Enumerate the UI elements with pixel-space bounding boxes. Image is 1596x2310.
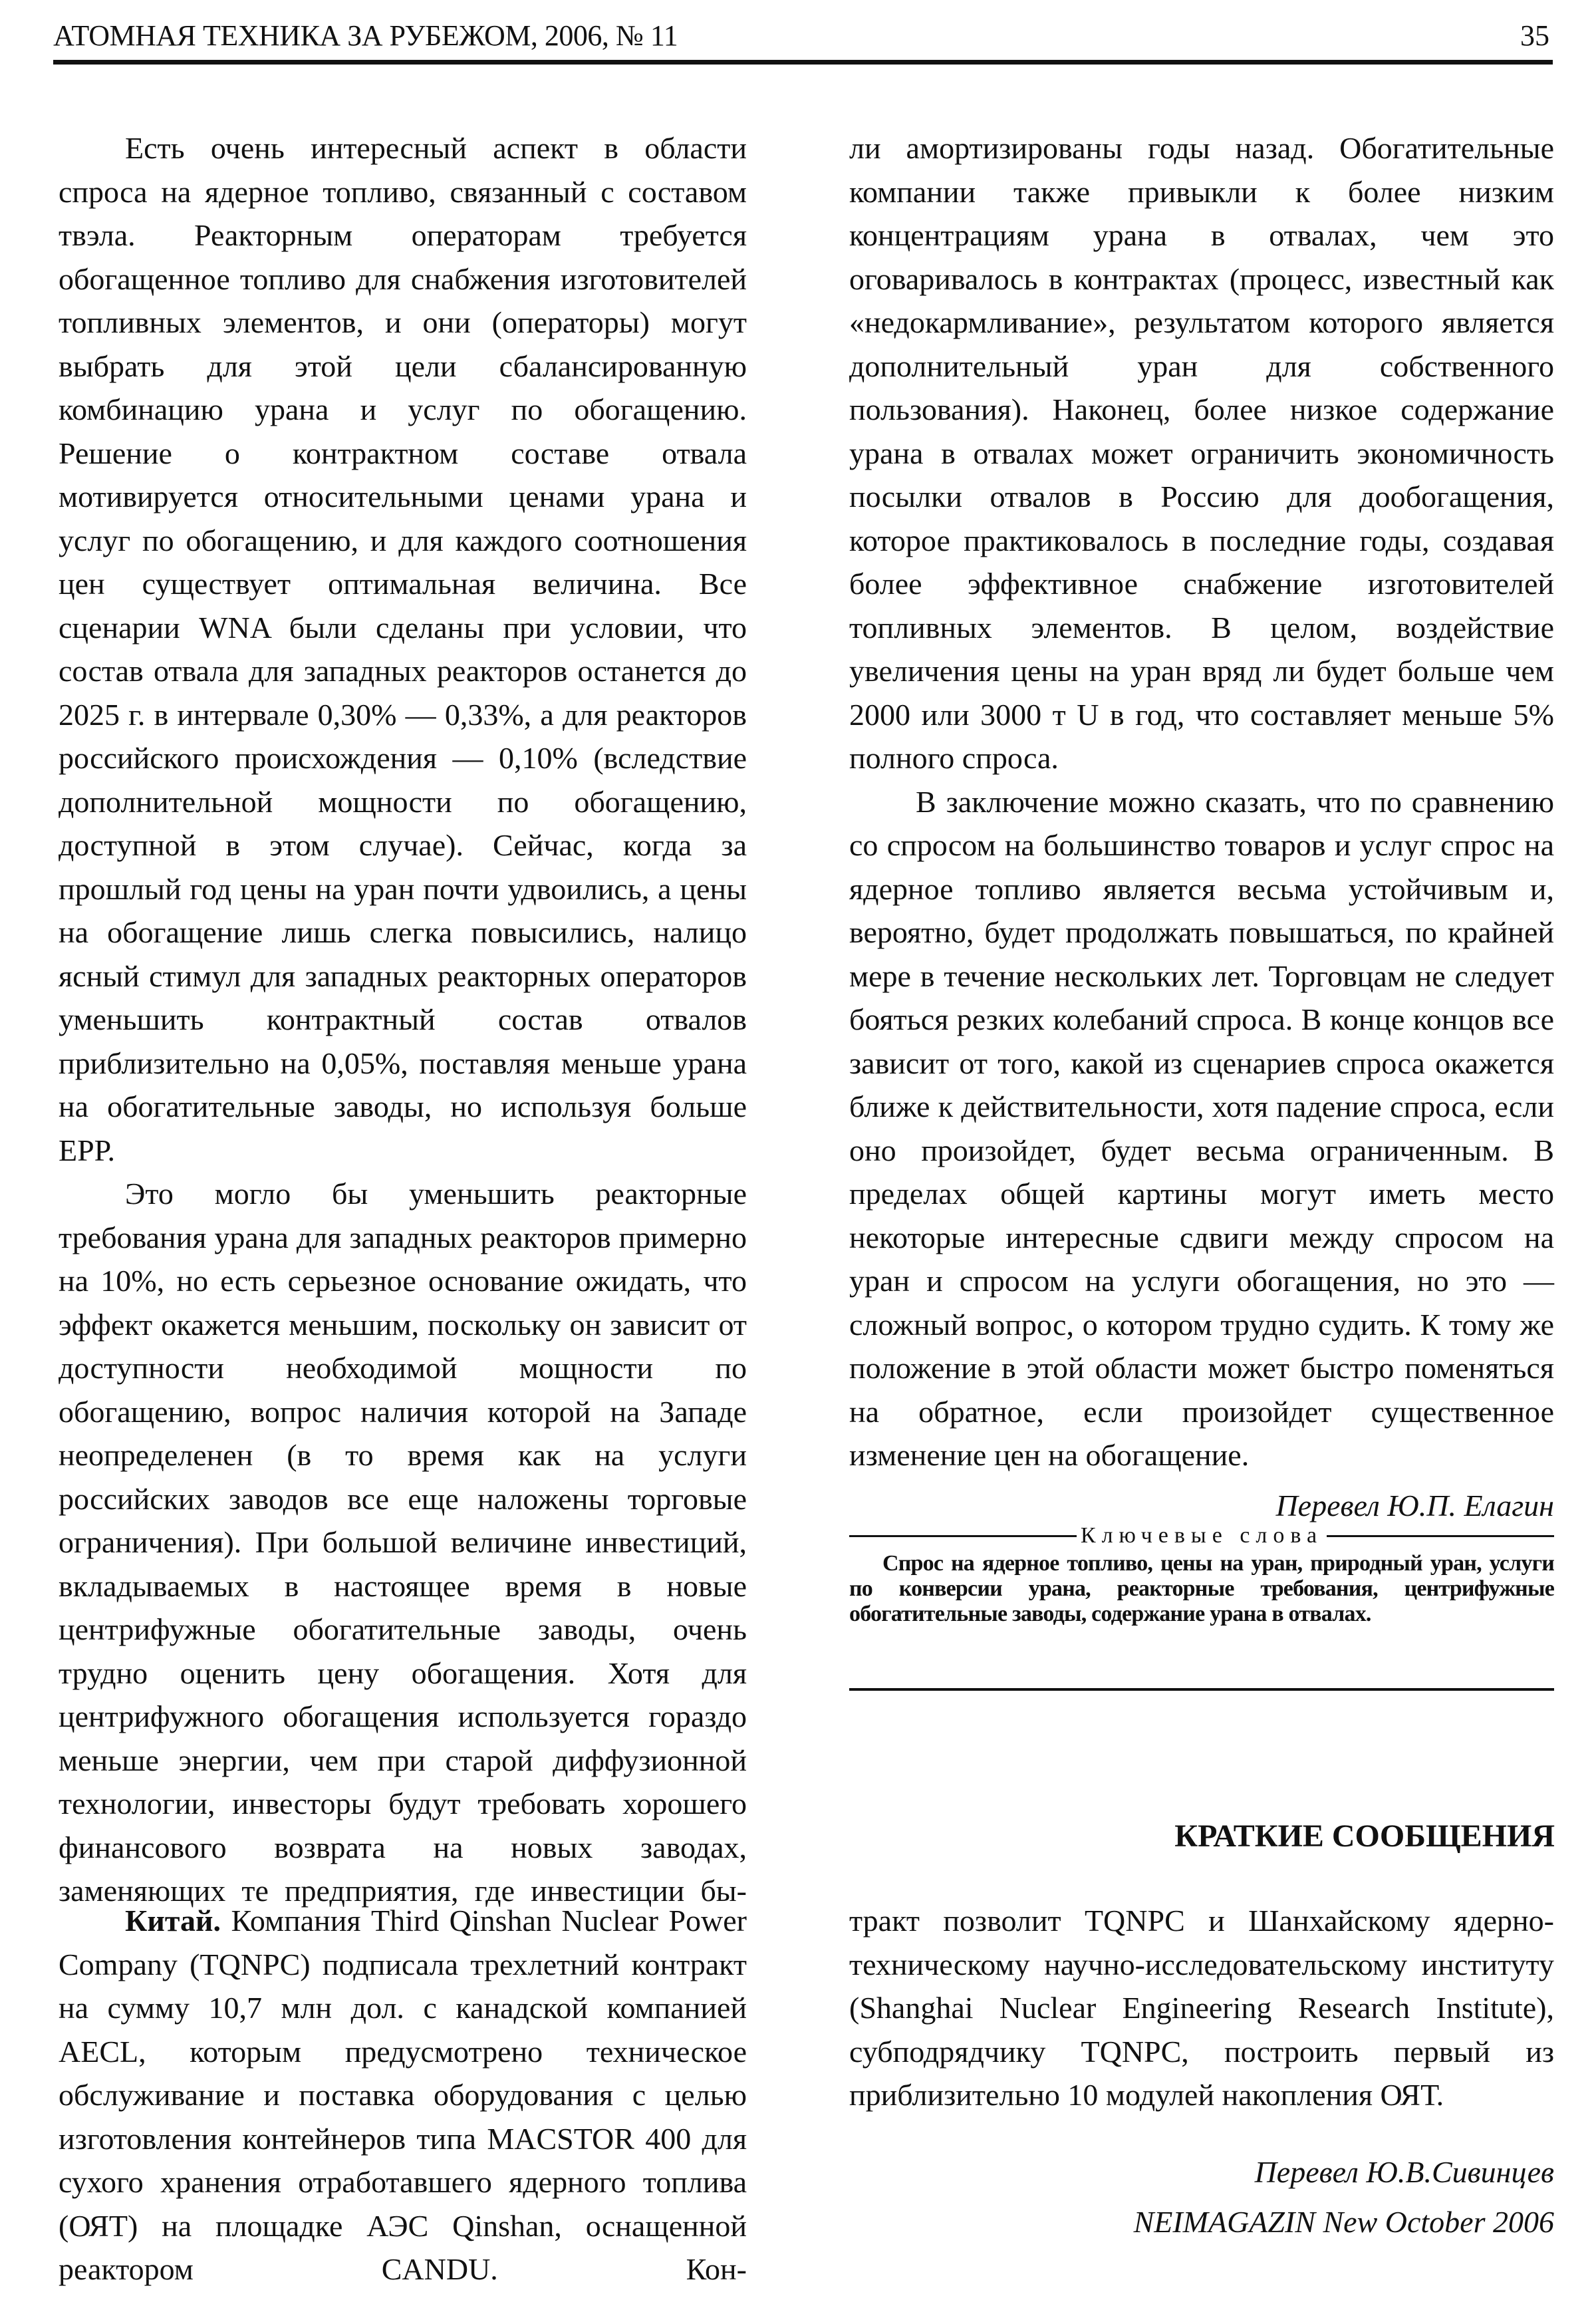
paragraph: Это могло бы уменьшить реакторные требования урана для западных реакторов примерно на 10%, но есть серьезное основание ожидать, что эффект окажется меньшим, поскольку он зависит от доступности необходимой мощности по обогащению, вопрос наличия которой на Западе неопределенен (в то время как на услуги российских заводов все еще наложены торговые ограничения). При большой величине инвестиций, вкладываемых в настоящее время в новые центрифужные обогатительные заводы, очень трудно оценить цену обогащения. Хотя для центрифужного обогащения используется гораздо меньше энергии, чем при старой диффузионной технологии, инвесторы будут требовать хорошего финансового возврата на новых заводах, заменяющих те предприятия, где инвестиции бы- <box>59 1177 747 1908</box>
header-rule <box>53 60 1553 65</box>
news-right-column <box>849 1899 1554 2244</box>
news-translator: Перевел Ю.В.Сивинцев <box>1254 2154 1554 2189</box>
keywords-bottom-rule <box>849 1688 1554 1691</box>
paragraph: ли амортизированы годы назад. Обогатительные компании также привыкли к более низким концентрациям урана в отвалах, чем это оговаривалось в контрактах (процесс, известный как «недокармливание», результатом которого является дополнительный уран для собственного пользования). Наконец, более низкое содержание урана в отвалах может ограничить экономичность посылки отвалов в Россию для дообогащения, которое практиковалось в последние годы, создавая более эффективное снабжение изготовителей топливных элементов. В целом, воздействие увеличения цены на уран вряд ли будет больше чем 2000 или 3000 т U в год, что составляет меньше 5% полного спроса. <box>849 131 1554 775</box>
news-source: NEIMAGAZIN New October 2006 <box>1133 2205 1554 2239</box>
keywords-box <box>849 1523 1554 1627</box>
paragraph: Есть очень интересный аспект в области спроса на ядерное топливо, связанный с составом твэла. Реакторным операторам требуется обогащенное топливо для снабжения изготовителей топливных элементов, и они (операторы) могут выбрать для этой цели сбалансированную комбинацию урана и услуг по обогащению. Решение о контрактном составе отвала мотивируется относительными ценами урана и услуг по обогащению, и для каждого соотношения цен существует оптимальная величина. Все сценарии WNA были сделаны при условии, что состав отвала для западных реакторов останется до 2025 г. в интервале 0,30% — 0,33%, а для реакторов российского происхождения — 0,10% (вследствие дополнительной мощности по обогащению, доступной в этом случае). Сейчас, когда за прошлый год цены на уран почти удвоились, а цены на обогащение лишь слегка повысились, налицо ясный стимул для западных реакторных операторов уменьшить контрактный состав отвалов приблизительно на 0,05%, поставляя меньше урана на обогатительные заводы, но используя больше ЕРР. <box>59 131 747 1167</box>
article-left-column <box>59 126 747 1913</box>
divider <box>1327 1535 1554 1537</box>
journal-title: АТОМНАЯ ТЕХНИКА ЗА РУБЕЖОМ, 2006, № 11 <box>53 19 678 52</box>
translator-credit: Перевел Ю.П. Елагин <box>1275 1488 1554 1522</box>
news-paragraph: тракт позволит TQNPC и Шанхайскому ядерно-техническому научно-исследовательскому институту (Shanghai Nuclear Engineering Research Institute), субподрядчику TQNPC, построить первый из приблизительно 10 модулей накопления ОЯТ. <box>849 1904 1554 2112</box>
section-title: КРАТКИЕ СООБЩЕНИЯ <box>1174 1818 1555 1854</box>
keywords-heading <box>849 1523 1554 1548</box>
page-number: 35 <box>1520 19 1549 52</box>
article-right-column <box>849 126 1554 1527</box>
news-left-column <box>59 1899 747 2291</box>
running-header <box>53 19 1549 59</box>
keywords-text: Спрос на ядерное топливо, цены на уран, природный уран, услуги по конверсии урана, реакторные требования, центрифужные обогатительные заводы, содержание урана в отвалах. <box>849 1551 1554 1626</box>
paragraph: В заключение можно сказать, что по сравнению со спросом на большинство товаров и услуг спрос на ядерное топливо является весьма устойчивым и, вероятно, будет продолжать повышаться, по крайней мере в течение нескольких лет. Торговцам не следует бояться резких колебаний спроса. В конце концов все зависит от того, какой из сценариев спроса окажется ближе к действительности, хотя падение спроса, если оно произойдет, будет весьма ограниченным. В пределах общей картины могут иметь место некоторые интересные сдвиги между спросом на уран и спросом на услуги обогащения, но это — сложный вопрос, о котором трудно судить. К тому же положение в этой области может быстро поменяться на обратное, если произойдет существенное изменение цен на обогащение. <box>849 784 1554 1472</box>
news-text: Компания Third Qinshan Nuclear Power Company (TQNPC) подписала трехлетний контракт на сумму 10,7 млн дол. с канадской компанией AECL, которым предусмотрено техническое обслуживание и поставка оборудования с целью изготовления контейнеров типа MACSTOR 400 для сухого хранения отработавшего ядерного топлива (ОЯТ) на площадке АЭС Qinshan, оснащенной реактором CANDU. Кон- <box>59 1904 747 2286</box>
news-country: Китай. <box>125 1904 221 1938</box>
keywords-title: Ключевые слова <box>1080 1523 1323 1548</box>
news-paragraph <box>59 1899 747 2291</box>
divider <box>849 1535 1077 1537</box>
